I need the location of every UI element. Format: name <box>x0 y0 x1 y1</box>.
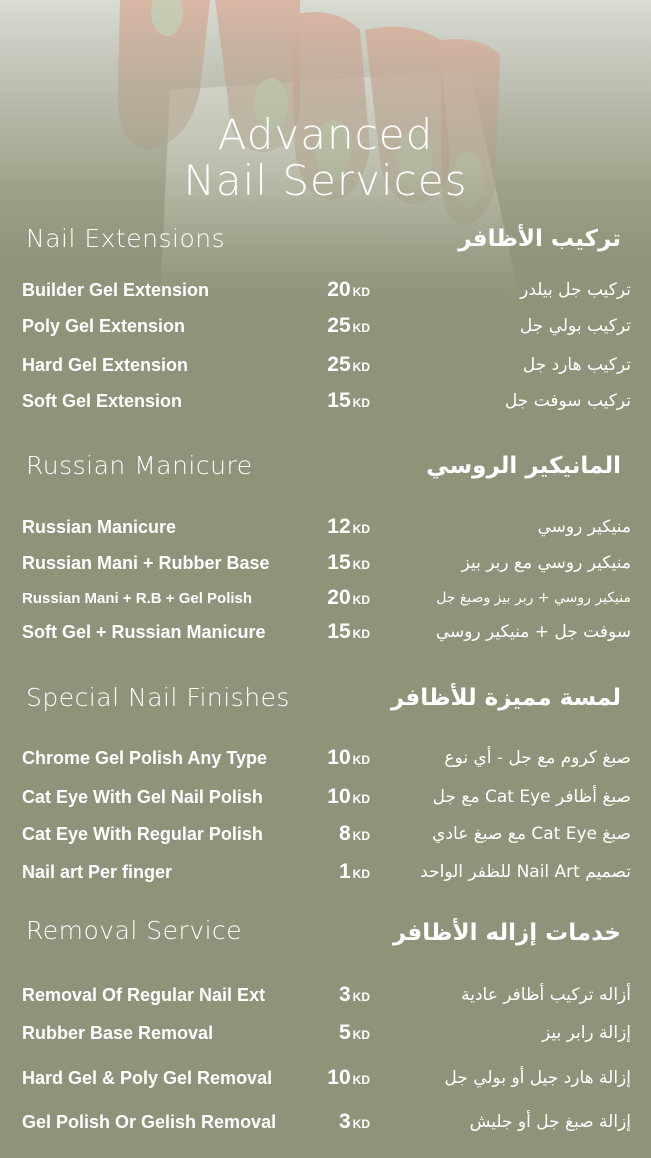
page-title-line2: Nail Services <box>183 156 468 205</box>
price-value: 10 <box>327 746 351 769</box>
service-row <box>0 622 651 648</box>
service-name-en: Hard Gel & Poly Gel Removal <box>22 1068 273 1088</box>
service-name-ar: منيكير روسي <box>537 517 631 537</box>
service-name-ar: منيكير روسي + ربر بيز وصبغ جل <box>436 590 631 606</box>
service-name-en: Russian Mani + Rubber Base <box>22 553 270 573</box>
currency-label: KD <box>352 360 370 374</box>
currency-label: KD <box>352 285 370 299</box>
currency-label: KD <box>352 867 370 881</box>
service-price <box>290 389 370 413</box>
service-row <box>0 787 651 813</box>
price-value: 3 <box>338 1110 351 1133</box>
service-name-ar: صبغ Cat Eye مع صبغ عادي <box>432 824 631 844</box>
currency-label: KD <box>352 558 370 572</box>
service-name-en: Chrome Gel Polish Any Type <box>22 748 268 768</box>
section-title-en: Special Nail Finishes <box>26 683 290 712</box>
section-title-ar: المانيكير الروسي <box>426 453 621 479</box>
currency-label: KD <box>352 1028 370 1042</box>
service-price <box>290 314 370 338</box>
price-value: 5 <box>338 1021 351 1044</box>
price-value: 20 <box>327 586 351 609</box>
price-value: 15 <box>327 389 351 412</box>
service-row <box>0 862 651 888</box>
service-name-ar: منيكير روسي مع ربر بيز <box>461 553 631 573</box>
service-price <box>290 551 370 575</box>
service-row <box>0 748 651 774</box>
section-title-ar: خدمات إزاله الأظافر <box>392 920 621 946</box>
service-price <box>290 353 370 377</box>
currency-label: KD <box>352 829 370 843</box>
price-value: 10 <box>327 1066 351 1089</box>
price-value: 12 <box>327 515 351 538</box>
service-row <box>0 280 651 306</box>
service-row <box>0 824 651 850</box>
service-price <box>290 746 370 770</box>
currency-label: KD <box>352 990 370 1004</box>
service-name-ar: تصميم Nail Art للظفر الواحد <box>420 862 631 882</box>
service-row <box>0 553 651 579</box>
service-name-en: Builder Gel Extension <box>22 280 210 300</box>
currency-label: KD <box>352 1073 370 1087</box>
currency-label: KD <box>352 522 370 536</box>
section-title-en: Russian Manicure <box>26 451 253 480</box>
service-name-ar: سوفت جل + منيكير روسي <box>435 622 631 642</box>
service-row <box>0 588 651 614</box>
price-value: 10 <box>327 785 351 808</box>
currency-label: KD <box>352 321 370 335</box>
service-name-ar: صبغ كروم مع جل - أي نوع <box>444 748 631 768</box>
service-name-en: Cat Eye With Regular Polish <box>22 824 263 844</box>
service-name-en: Rubber Base Removal <box>22 1023 214 1043</box>
price-value: 8 <box>338 822 351 845</box>
price-value: 3 <box>338 983 351 1006</box>
service-name-ar: إزالة هارد جيل أو بولي جل <box>444 1068 631 1088</box>
currency-label: KD <box>352 792 370 806</box>
service-price <box>290 586 370 610</box>
service-name-ar: أزاله تركيب أظافر عادية <box>461 985 631 1005</box>
service-name-en: Russian Mani + R.B + Gel Polish <box>22 590 253 607</box>
service-row <box>0 316 651 342</box>
service-price <box>290 515 370 539</box>
currency-label: KD <box>352 1117 370 1131</box>
service-row <box>0 985 651 1011</box>
price-value: 20 <box>327 278 351 301</box>
service-price <box>290 983 370 1007</box>
price-value: 25 <box>327 314 351 337</box>
service-row <box>0 391 651 417</box>
service-name-en: Russian Manicure <box>22 517 177 537</box>
service-name-en: Poly Gel Extension <box>22 316 186 336</box>
price-value: 25 <box>327 353 351 376</box>
service-price <box>290 620 370 644</box>
service-row <box>0 517 651 543</box>
service-name-en: Hard Gel Extension <box>22 355 189 375</box>
service-name-ar: تركيب جل بيلدر <box>520 280 631 300</box>
service-price <box>290 278 370 302</box>
price-value: 15 <box>327 551 351 574</box>
service-name-ar: تركيب بولي جل <box>519 316 631 336</box>
service-row <box>0 355 651 381</box>
service-name-ar: إزالة رابر بيز <box>541 1023 631 1043</box>
price-value: 1 <box>338 860 351 883</box>
service-name-en: Removal Of Regular Nail Ext <box>22 985 266 1005</box>
service-name-en: Gel Polish Or Gelish Removal <box>22 1112 277 1132</box>
section-title-ar: لمسة مميزة للأظافر <box>390 685 621 711</box>
service-price <box>290 822 370 846</box>
service-price <box>290 1021 370 1045</box>
currency-label: KD <box>352 396 370 410</box>
service-name-ar: تركيب سوفت جل <box>504 391 631 411</box>
service-name-ar: تركيب هارد جل <box>522 355 631 375</box>
service-price <box>290 1066 370 1090</box>
service-price <box>290 785 370 809</box>
service-row <box>0 1112 651 1138</box>
section-title-en: Nail Extensions <box>26 224 226 253</box>
service-price <box>290 1110 370 1134</box>
service-name-ar: إزالة صبغ جل أو جليش <box>469 1112 631 1132</box>
currency-label: KD <box>352 593 370 607</box>
currency-label: KD <box>352 627 370 641</box>
service-row <box>0 1023 651 1049</box>
service-row <box>0 1068 651 1094</box>
service-name-en: Soft Gel Extension <box>22 391 183 411</box>
price-value: 15 <box>327 620 351 643</box>
service-name-en: Nail art Per finger <box>22 862 173 882</box>
section-title-en: Removal Service <box>26 916 243 945</box>
service-name-ar: صبغ أظافر Cat Eye مع جل <box>432 787 631 807</box>
service-name-en: Cat Eye With Gel Nail Polish <box>22 787 263 807</box>
service-name-en: Soft Gel + Russian Manicure <box>22 622 266 642</box>
section-title-ar: تركيب الأظافر <box>458 226 621 252</box>
currency-label: KD <box>352 753 370 767</box>
page-title-line1: Advanced <box>217 110 434 159</box>
service-price <box>290 860 370 884</box>
